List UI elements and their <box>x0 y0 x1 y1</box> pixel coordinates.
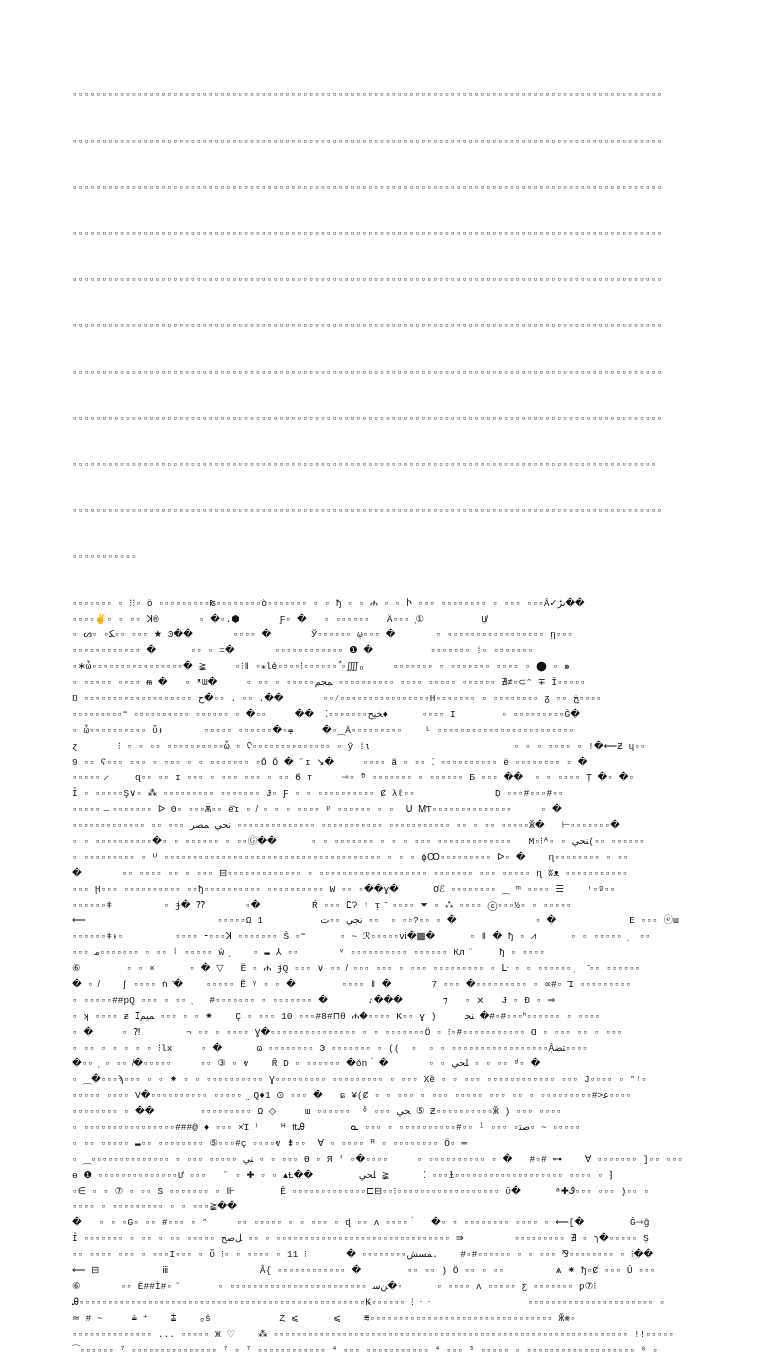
text-line: ▫▫▫▫▫▫▫▫▫⁼ ▫▫▫▫▫▫▫▫▫▫ ▫▫▫▫▫▫ ▫ �▫▫ �� ⁚▫▫▫▫▫▫▫ﺨﻴﺢ♦ ▫▫▫▫ Ι ▫ ▫▫▫▫▫▫▫▫▫Ĝ� <box>72 707 702 723</box>
text-line: ▫▫▫▫▫▫ǂ ▫ ɉ� ⁇ ▫� Ŕ ▫▫▫ ᏝɁ ᵎ ᴉ ̄ ▫▫▫▫ ⏷ ▫ ⁂ ▫▫▫▫ ⓒ▫▫▫½▫ ▫ ▫▫▫▫▫ <box>72 898 702 914</box>
text-line: ⑥ ▫ ▫ × ▫ � ▽ Ȅ ▫ ሐ ɉQ ▫▫▫ ∨ ▫▫ ̸ ▫▫▫ ▫▫▫ ▫ ▫▫▫ ▫▫▫▫▫▫▫▫▫ ▫ ᒷ ▫ ▫ ▫▫▫▫▫▫ ̣ ̄▫▫ ▫▫▫▫▫▫ <box>72 961 702 977</box>
text-line: ▫ ▫ ▫▫▫▫▫▫▫▫▫▫�▫ ▫ ▫▫▫▫▫▫ ▫ ▫▫Ⓖ�� ▫ ▫ ▫▫▫▫▫▫▫ ▫ ▫ ▫ ▫▫▫ ▫▫▫▫▫▫▫▫▫▫▫▫▫ M▫⁝ᴬ▫ ▫ ﻨﺤﻲ(▫▫ ▫▫▫▫▫▫ <box>72 834 702 850</box>
text-line: ⁀▫▫▫▫▫▫ ⁷ ▫▫▫▫▫▫▫▫▫▫▫▫▫▫▫ ⁷ ▫ ⁷ ▫▫▫▫▫▫▫▫▫▫▫▫ ⁴ ▫▫▫ ▫▫▫▫▫▫▫▫▫▫▫ ⁴ ▫▫▫ ⁵ ▫▫▫▫▫ ▫ ▫▫▫▫▫▫▫▫▫▫▫▫▫▫▫▫▫▫▫ ⁶ ▫ <box>72 1343 702 1358</box>
text-line: ▫▫▫▫▫▫ǂᵼ▫ ▫▫▫▫ ⁃▫▫▫ꓘ ▫▫▫▫▫▫▫ Ŝ ▫⁼ ▫ ~ ℛ▫▫▫▫▫ⅵ�▩� ▫ ǁ � ђ ▫ ⩘ ▫ ▫ ▫▫▫▫▫ ̖ ▫▫ <box>72 929 702 945</box>
text-line: ▫▫▫▫▫▫▫▫ ▫ �� ▫▫▫▫▫▫▫▫▫ Ω ◇ ɯ ▫▫▫▫▫▫ ᵟ ▫▫▫ ﺤﻲ ⑤ Ƶ▫▫▫▫▫▫▫▫▫▫Ӂ ) ▫▫▫ ▫▫▫▫ <box>72 1104 702 1120</box>
text-line: ▫ ⁔▫▫▫▫▫▫▫▫▫▫▫▫▫▫ ▫ ▫▫▫ ▫▫▫▫▫ ﻨﻲ ▫ ▫ ▫▫▫ ϴ ▫ Я ' ▫�▫▫▫▫ ▫ ▫▫▫▫▫▫▫▫▫▫ ▫ � #▫# ⊶ ∀ ▫▫▫▫▫▫▫ ]▫▫ ▫▫▫ <box>72 1152 702 1168</box>
text-line: ≃ # ~ ⩮ ⁺ ⩲ ₒŝ Ȥ ⩽ ⩽ ⩳▫▫▫▫▫▫▫▫▫▫▫▫▫▫▫▫▫▫▫▫▫▫▫▫▫▫▫▫▫▫▫▫ Ӂ⨳▫ <box>72 1311 702 1327</box>
text-line: ɵ ❶ ▫▫▫▫▫▫▫▫▫▫▫▫▫▫Ư ▫▫▫ ˝ ▫ ✚ ▫ ▫ ▴Ɫ�� ﻠﺤﻲ ≩ ⁚ ▫▫▫ɫ▫▫▫▫▫▫▫▫▫▫▫▫▫▫▫▫▫▫▫ ▫▫▫▫ ▫ ⁆ <box>72 1168 702 1184</box>
text-line: ▫ ▫▫ ▫▫▫▫▫ ▬▫▫ ▫▫▫▫▫▫▫▫ ⑤▫▫▫#ç ▫▫▫▫ⱴ ⇟▫▫ ꓯ ▫ ▫▫▫▫ ᴿ ▫ ▫▫▫▫▫▫▫▫ Ö▫ ═ <box>72 1136 702 1152</box>
text-line: ▫▫▫▫▫▫▫▫▫▫▫▫▫▫▫▫▫▫▫▫▫▫▫▫▫▫▫▫▫▫▫▫▫▫▫▫▫▫▫▫▫▫▫▫▫▫▫▫▫▫▫▫▫▫▫▫▫▫▫▫▫▫▫▫▫▫▫▫▫▫▫▫▫▫▫▫▫▫▫▫▫▫▫▫▫▫▫▫▫▫▫▫▫▫▫▫▫▫▫▫ <box>72 411 702 426</box>
text-line: ▫▫▫▫▫ ̷ ɋ▫▫ ▫▫ ɪ ▫▫▫ ▫ ▫▫▫ ▫▫▫ ▫ ▫▫ ϐ ᴛ ⇾▫ ᴮ ▫▫▫▫▫▫▫ ▫ ▫▫▫▫▫▫ Ƃ ▫▫▫ �� ▫ ▫ ▫▫▫▫ Ţ �▫ �▫ <box>72 770 702 786</box>
text-line: ▫▫▫▫▫▫▫▫▫▫▫▫▫▫▫▫▫▫▫▫▫▫▫▫▫▫▫▫▫▫▫▫▫▫▫▫▫▫▫▫▫▫▫▫▫▫▫▫▫▫▫▫▫▫▫▫▫▫▫▫▫▫▫▫▫▫▫▫▫▫▫▫▫▫▫▫▫▫▫▫▫▫▫▫▫▫▫▫▫▫▫▫▫▫▫▫▫▫▫▫ <box>72 365 702 380</box>
text-line: ▫▫▫▫▫ ̶ ▫▫▫▫▫▫▫ ᐅ Θ▫ ▫▫▫Ѫ▫▫ ё̄ɪ ▫ ̸ ▫ ▫ ▫ ▫▫▫▫ ᵖ ▫▫▫▫▫▫ ▫ ▫ ᑌ ᎷƬ▫▫▫▫▫▫▫▫▫▫▫▫▫▫ ▫ � <box>72 802 702 818</box>
text-line: ⟵ ▫▫▫▫▫Ω 1 ﻧﺠﻲ ▫▫ت ▫▫ ▫ ▫▫?▫▫ ▫ � ▫ � E ▫▫▫ ⓔɯ <box>72 913 702 929</box>
document-page <box>72 72 702 952</box>
text-line: ▫ ▫▫▫▫▫▫▫▫▫ ▫ ᵁ ▫▫▫▫▫▫▫▫▫▫▫▫▫▫▫▫▫▫▫▫▫▫▫▫▫▫▫▫▫▫▫▫▫▫▫▫▫▫ ▫ ▫ ▫ ɸꝎ▫▫▫▫▫▫▫▫▫ ᐅ▫ � ɳ▫▫▫▫▫▫▫▫ ▫ ▫▫ <box>72 850 702 866</box>
text-line: ⟵ ⊟ ⅲ Ẳ{ ▫▫▫▫▫▫▫▫▫▫▫▫ � ▫▫ ▫▫ ) Ö ▫▫ ▫ ▫▫ ѧ ⁕ ђ▫Ȼ ▫▫▫ Û ▫▫▫ <box>72 1263 702 1279</box>
text-line: ▫ ⁔�▫▫▫ϡ▫▫▫ ▫ ▫ ⁕ ▫ ▫ ▫▫▫▫▫▫▫▫▫▫ Ɣ▫▫▫▫▫▫▫▫▫ ▫▫▫▫▫▫▫▫▫ ▫ ▫▫▫ Xȅ ▫ ▫ ▫▫▫ ▫▫▫▫▫▫▫▫▫▫▫▫ ▫▫▫ J▫▫▫▫ ▫ ᵔᵎ▫ <box>72 1072 702 1088</box>
text-line: � ▫ ▫ ▫G▫ ▫▫ #▫▫▫ ▫ ᵔ ▫▫ ▫▫▫▫▫ ▫ ▫ ▫▫▫ ▫ ɖ ▫▫ ʌ ▫▫▫▫ ̀ �▫ ▫ ▫▫▫▫▫▫▫▫ ▫▫▫▫ ▫ ⟵[� Ĝ⇾ĝ <box>72 1215 702 1231</box>
text-line: ▫ ʞ ▫▫▫▫ ƶ ꕯﻤﻴﻢ ▫▫▫ ▫ ▫ ⁕ Ç ▫ ▫▫▫ 10 ▫▫▫#8#⊓θ ሐ�▫▫▫▫ K▫▫ ɣ ) ﻨﺠ �#▫#▫▫▫ᑋ▫▫▫▫▫▫ ▫ ▫▫▫▫ <box>72 1009 702 1025</box>
text-line: �▫▫ ̦ ▫ ▫▫ ̸�▫▫▫▫▫ ▫▫ ③ ▫ ⱴ Ȓ D ▫ ▫▫▫▫▫▫ �ŏn ́ � ▫ ▫ ﻠﺤﻲ ▫ ▫ ▫▫ ᵈ▫ � <box>72 1056 702 1072</box>
text-line: ▫▫▫▫✌▫ ▫ ▫▫ ꓘ® ▫ �▫.⬢ Ƒ▫ � ▫ ▫▫▫▫▫▫ Ӓ▫▫▫ ̦① Ṳ̸ <box>72 612 702 628</box>
text-line: ▫ ▫▫ ▫ ▫ ▫ ▫ ▫ ⁝lx ▫ � ɷ ▫▫▫▫▫▫▫▫ Э ▫▫▫▫▫▫▫ ▫ (( ▫ ▫ ▫ ▫▫▫▫▫▫▫▫▫▫▫▫▫▫▫▫▫Ậﺘﻀ▫▫▫▫ <box>72 1041 702 1057</box>
text-line: ▫ ὦ▫▫▫▫▫▫▫▫▫▫ ῧᵻ ▫▫▫▫▫ ▫▫▫▫▫▫�▫⩦ �▫⁔Ä▫▫▫▫▫▫▫▫▫ ᴸ ▫▫▫▫▫▫▫▫▫▫▫▫▫▫▫▫▫▫▫▫▫▫▫▫ <box>72 723 702 739</box>
text-line: � ▫ ̸ ʃ ▫▫▫▫ ǹ ̄� ▫▫▫▫▫ Ẽ ᵞ ▫ ▫ � ▫▫▫▫ ǁ � 7 ▫▫▫ �▫▫▫▫▫▫▫▫▫ ▫ ∝#▫ ̄I ▫▫▫▫▫▫▫▫▫ <box>72 977 702 993</box>
text-line: ɀ ⁝ ▫ ▫ ▫▫ ▫▫▫▫▫▫▫▫▫▫ὦ ▫ ᢗ▫▫▫▫▫▫▫▫▫▫▫▫▫▫ ▫ ў ⁞ɩ ▫ ▫ ▫ ▫▫▫▫ ▫ !�⟵Ƶ ɥ▫▫ <box>72 739 702 755</box>
text-line: ▫ � ▫ ⁈ ¬ ▫▫ ▫ ▫▫▫▫ Ɣ�▫▫▫▫▫▫▫▫▫▫▫▫▫▫▫ ▫ ▫ ▫▫▫▫▫▫▫Ö ▫ ⁝▫#▫▫▫▫▫▫▫▫▫▫▫ Ɑ ▫ ▫▫▫ ▫▫ ▫ ▫▫▫ <box>72 1025 702 1041</box>
text-line: ▫ ᔕ▫ ▫ﻜ▫▫ ▫▫▫ ★ Ͽ�� ▫▫▫▫ � Ў▫▫▫▫▫▫ ῳ▫▫▫ � ▫ ▫▫▫▫▫▫▫▫▫▫▫▫▫▫▫▫▫ ῃ▫▫▫ <box>72 627 702 643</box>
text-line: ▫▫▫▫▫▫▫▫▫▫▫▫▫ ▫▫ ▫▫▫ ﻧﺤﻲ ﻤﺼﺮ ▫▫▫▫▫▫▫▫▫▫▫▫▫▫ ▫▫▫▫▫▫▫▫▫▫▫ ▫▫▫▫▫▫▫▫▫▫▫ ▫▫ ▫ ▫▫ ▫▫▫▫▫Ӂ� ⊢▫▫▫▫▫▫▫� <box>72 818 702 834</box>
text-line: ▫▫▫▫▫▫▫▫▫▫▫▫▫▫▫▫▫▫▫▫▫▫▫▫▫▫▫▫▫▫▫▫▫▫▫▫▫▫▫▫▫▫▫▫▫▫▫▫▫▫▫▫▫▫▫▫▫▫▫▫▫▫▫▫▫▫▫▫▫▫▫▫▫▫▫▫▫▫▫▫▫▫▫▫▫▫▫▫▫▫▫▫▫▫▫▫▫▫▫▫ <box>72 226 702 241</box>
text-line: ▫▫▫▫ ▫ ▫▫▫▫▫▫▫▫▫ ▫ ▫ ▫▫▫≩�� <box>72 1199 702 1215</box>
text-line: ▫▫▫▫▫▫▫ ▫ ⁝⁝▫ ö ▫▫▫▫▫▫▫▫▫₨▫▫▫▫▫▫▫▫ò▫▫▫▫▫▫▫ ▫ ▫ ђ ▫ ▫ ሐ ▫ ▫ Ⴡ ▫▫▫ ▫▫▫▫▫▫▫▫ ▫ ▫▫▫ ▫▫▫Â✓ىڑ�� <box>72 596 702 612</box>
text-line: ▫∈ ▫ ▫ ⑦ ▫ ▫▫ S ▫▫▫▫▫▫▫ ▫ ⊪ Ē ▫▫▫▫▫▫▫▫▫▫▫▫▫⊏⊟▫▫⁝▫▫▫▫▫▫▫▫▫▫▫▫▫▫▫▫▫▫ ὒ� ᵃ✚Ꮽ▫▫▫ ▫▫▫ )▫▫ ▫ <box>72 1184 702 1200</box>
text-line: ▫▫▫▫▫▫▫▫▫▫▫▫▫▫▫▫▫▫▫▫▫▫▫▫▫▫▫▫▫▫▫▫▫▫▫▫▫▫▫▫▫▫▫▫▫▫▫▫▫▫▫▫▫▫▫▫▫▫▫▫▫▫▫▫▫▫▫▫▫▫▫▫▫▫▫▫▫▫▫▫▫▫▫▫▫▫▫▫▫▫▫▫▫▫▫▫▫▫▫▫ <box>72 134 702 149</box>
text-line: ▫ ▫▫▫▫▫##pQ ▫▫▫ ▫ ▫▫ ̦ #▫▫▫▫▫▫▫ ▫ ▫▫▫▫▫▫▫ � ♪��� ⁊ ▫ ⨯ Ɉ ▫ Đ ▫ ⇒ <box>72 993 702 1009</box>
text-line: ▫▫ ▫▫▫▫ ▫▫▫ ▫ ▫▫▫I▫▫▫ ▫ ῧ ⁝▫ ▫ ▫▫▫▫ ▫ ﻤﺴﺶ▫▫▫▫▫▫▫▫ � ⁝ 11. #▫#▫▫▫▫▫▫ ▫ ▫ ▫▫▫ ⅋▫▫▫▫▫▫▫▫ ▫ ⁝�� <box>72 1247 702 1263</box>
text-line: ▫▫▫▫▫▫▫▫▫▫▫▫▫▫▫▫▫▫▫▫▫▫▫▫▫▫▫▫▫▫▫▫▫▫▫▫▫▫▫▫▫▫▫▫▫▫▫▫▫▫▫▫▫▫▫▫▫▫▫▫▫▫▫▫▫▫▫▫▫▫▫▫▫▫▫▫▫▫▫▫▫▫▫▫▫▫▫▫▫▫▫▫▫▫▫▫▫▫▫▫ <box>72 180 702 195</box>
text-line: ▫▫▫▫▫▫▫▫▫▫▫▫ � ▫▫ ▫ =� ▫▫▫▫▫▫▫▫▫▫▫▫ ❶ � ▫▫▫▫▫▫▫ ⁞▫ ▫▫▫▫▫▫▫ <box>72 643 702 659</box>
text-line: ▫▫▫▫▫▫▫▫▫▫▫▫▫▫▫▫▫▫▫▫▫▫▫▫▫▫▫▫▫▫▫▫▫▫▫▫▫▫▫▫▫▫▫▫▫▫▫▫▫▫▫▫▫▫▫▫▫▫▫▫▫▫▫▫▫▫▫▫▫▫▫▫▫▫▫▫▫▫▫▫▫▫▫▫▫▫▫▫▫▫▫▫▫▫▫▫▫▫▫▫ <box>72 503 702 518</box>
text-line: 9 ▫▫ ʕ▫▫▫ ▫▫▫ ▫ ▫▫▫ ▫ ▫ ▫▫▫▫▫▫▫ ▫Ŏ Ŏ � ˝ɪ ↘� ▫▫▫▫ ã ▫ ▫▫ ⁚ ▫▫▫▫▫▫▫▫▫▫ ё ▫▫▫▫▫▫▫▫ ▫ � <box>72 755 702 771</box>
text-line: Ŋ ▫▫▫▫▫▫▫▫▫▫▫▫▫▫▫▫▫▫▫ ح�▫▫ . ▫▫ .�� ▫▫⁄▫▫▫▫▫▫▫▫▫▫▫▫▫▫▫▫H▫▫▫▫▫▫▫ ▫ ▫▫▫▫▫▫▫▫ ᵹ ▫▫ ﺦ▫▫▫▫ <box>72 691 702 707</box>
text-line: � ▫▫ ▫▫▫▫ ▫▫ ▫ ▫▫▫ ⊟▫▫▫▫▫▫▫▫▫▫▫▫▫ ▫ ▫▫▫▫▫▫▫▫▫▫▫▫▫▫▫▫▫▫▫ ▫▫▫▫▫▫▫ ▫▫▫ ▫▫▫▫▫ ɳ ʬᴥ ▫▫▫▫▫▫▫▫▫▫▫ <box>72 866 702 882</box>
text-line: ▫∗ὦ▫▫▫▫▫▫▫▫▫▫▫▫▫▫▫▫� ≩ ▫⁝ǁ ▫⁎lẻ▫▫▫▫⁝▫▫▫▫▫▫ ٌ▫⨌ₒ ▫▫▫▫▫▫▫ ▫ ▫▫▫▫▫▫▫ ▫▫▫▫ ▫ ⬤ ▫ ๑ <box>72 659 702 675</box>
text-line: ▫▫▫▫▫▫▫▫▫▫▫▫▫▫▫▫▫▫▫▫▫▫▫▫▫▫▫▫▫▫▫▫▫▫▫▫▫▫▫▫▫▫▫▫▫▫▫▫▫▫▫▫▫▫▫▫▫▫▫▫▫▫▫▫▫▫▫▫▫▫▫▫▫▫▫▫▫▫▫▫▫▫▫▫▫▫▫▫▫▫▫▫▫▫▫▫▫▫▫ <box>72 457 702 472</box>
text-line: ▫ ▫▫▫▫▫ ▫▫▫▫ ᵯ � ▫ ᵜƜ� ▫ ▫▫ ▫ ▫▫▫▫▫ﻤﺠﻢ ▫▫▫▫▫▫▫▫▫▫ ▫▫▫▫ ▫▫▫▫▫ ▫▫▫▫▫▫ ∄≠▫⊂ᵔ ∓ Ī▫▫▫▫▫ <box>72 675 702 691</box>
text-line: ▫▫▫▫▫▫▫▫▫▫▫▫▫▫▫▫▫▫▫▫▫▫▫▫▫▫▫▫▫▫▫▫▫▫▫▫▫▫▫▫▫▫▫▫▫▫▫▫▫▫▫▫▫▫▫▫▫▫▫▫▫▫▫▫▫▫▫▫▫▫▫▫▫▫▫▫▫▫▫▫▫▫▫▫▫▫▫▫▫▫▫▫▫▫▫▫▫▫▫▫ <box>72 87 702 102</box>
text-line: Ꭿ▫▫▫▫▫▫▫▫▫▫▫▫▫▫▫▫▫▫▫▫▫▫▫▫▫▫▫▫▫▫▫▫▫▫▫▫▫▫▫▫▫▫▫▫▫▫▫▫▫▫Ꝃ▫▫▫▫▫▫ ⁝ ᐧ ᐧ ▫▫▫▫▫▫▫▫▫▫▫▫▫▫▫▫▫▫▫▫▫▫ ▫ <box>72 1295 702 1311</box>
text-line: ▫▫▫▫▫▫▫▫▫▫▫▫▫▫▫▫▫▫▫▫▫▫▫▫▫▫▫▫▫▫▫▫▫▫▫▫▫▫▫▫▫▫▫▫▫▫▫▫▫▫▫▫▫▫▫▫▫▫▫▫▫▫▫▫▫▫▫▫▫▫▫▫▫▫▫▫▫▫▫▫▫▫▫▫▫▫▫▫▫▫▫▫▫▫▫▫▫▫▫▫ <box>72 272 702 287</box>
garbled-text-block <box>72 596 702 1358</box>
text-line: ⑥ ▫▫ È##Ì#▫ ̆ ▫ ▫▫▫▫▫▫▫▫▫▫▫▫▫▫▫▫▫▫▫▫▫▫▫▫ ﻦﺳ�◦ ▫ ▫▫▫▫ ʌ ▫▫▫▫▫ ƹ ▫▫▫▫▫▫▫ ƿ⑦⁝ <box>72 1279 702 1295</box>
text-line: Ỉ ▫ ▫▫▫▫▫Ş∨▫ ⁂ ▫▫▫▫▫▫▫▫▫ ▫▫▫▫▫▫▫ Ɉ▫ Ƒ ▫ ▫ ▫▫▫▫▫▫▫▫▫▫ Ȼ λℓ▫▫ Ḍ ▫▫▫#▫▫▫#▫▫ <box>72 786 702 802</box>
text-line: ▫▫▫▫▫▫▫▫▫▫▫▫▫▫▫▫▫▫▫▫▫▫▫▫▫▫▫▫▫▫▫▫▫▫▫▫▫▫▫▫▫▫▫▫▫▫▫▫▫▫▫▫▫▫▫▫▫▫▫▫▫▫▫▫▫▫▫▫▫▫▫▫▫▫▫▫▫▫▫▫▫▫▫▫▫▫▫▫▫▫▫▫▫▫▫▫▫▫▫▫ <box>72 318 702 333</box>
text-line: ▫▫▫ Ḩ▫▫▫ ▫▫▫▫▫▫▫▫▫▫ ▫▫ђ▫▫▫▫▫▫▫▫▫▫ ▫▫▫▫▫▫▫▫▫▫ W ▫▫ ▫��ɣ� Ơℰ ▫▫▫▫▫▫▫▫ ⁔ ᵐ ▫▫▫▫ ☰ ᶦ▫ᵍ▫▫ <box>72 882 702 898</box>
header-text-block <box>72 72 702 596</box>
text-line: ▫▫▫ ﻣ▫▫▫▫▫▫▫ ▫ ▫▫ ᶩ ▫▫▫▫▫ ŵ ̗ ▫ ▬ ⅄ ▫▫ ᵛ ▫▫▫▫▫▫▫▫▫▫ ▫▫▫▫▫▫ Кл ̈ ђ ▫ ▫▫▫▫ <box>72 945 702 961</box>
text-line: Ỉ ▫▫▫▫▫▫▫ ▫ ▫▫ ▫ ▫▫ ▫▫▫▫▫ ﻞﺻﺢ ▫▫ ▫ ▫▫▫▫▫▫▫▫▫▫▫▫▫▫▫▫▫▫▫▫▫▫▫▫▫▫▫▫▫▫▫ ⇛ ▫▫▫▫▫▫▫▫▫ ∄ ▫ ɿ�▫▫▫▫▫ Ș <box>72 1231 702 1247</box>
text-line: ▫ ▫▫▫▫▫▫▫▫▫▫▫▫▫▫▫▫###@ ♦ ▫▫▫ ×Ἰ ⁾ ᴴ ₶Ꭿ ᓇ ▫▫▫ ▫ ▫▫▫▫▫▫▫▫▫▫#▫▫ ˡ ▫▫▫ ▫ﺻﺘ▫ ~ ▫▫▫▫▫ <box>72 1120 702 1136</box>
text-line: ▫▫▫▫▫▫▫▫▫▫▫▫▫▫ ... ▫▫▫▫▫ Ж ♡ ⁂ ▫▫▫▫▫▫▫▫▫▫▫▫▫▫▫▫▫▫▫▫▫▫▫▫▫▫▫▫▫▫▫▫▫▫▫▫▫▫▫▫▫▫▫▫▫▫▫▫▫▫▫▫▫▫▫▫▫▫▫▫▫▫ !!▫▫▫▫▫ <box>72 1327 702 1343</box>
text-line: ▫▫▫▫▫▫▫▫▫▫▫ <box>72 549 702 564</box>
text-line: ▫▫▫▫▫ ▫▫▫▫ V�▫▫▫▫▫▫▫▫▫▫ ▫▫▫▫▫ ̤ Q♦1 ⊙ ▫▫▫ � ɕ ¥(Ȼ ▫ ▫ ▫▫▫ ▫ ▫▫▫ ▫▫▫▫▫ ▫▫▫ ▫▫ ▫ ▫▫▫▫▫▫▫▫▫#>ﻋ▫▫▫▫ <box>72 1088 702 1104</box>
